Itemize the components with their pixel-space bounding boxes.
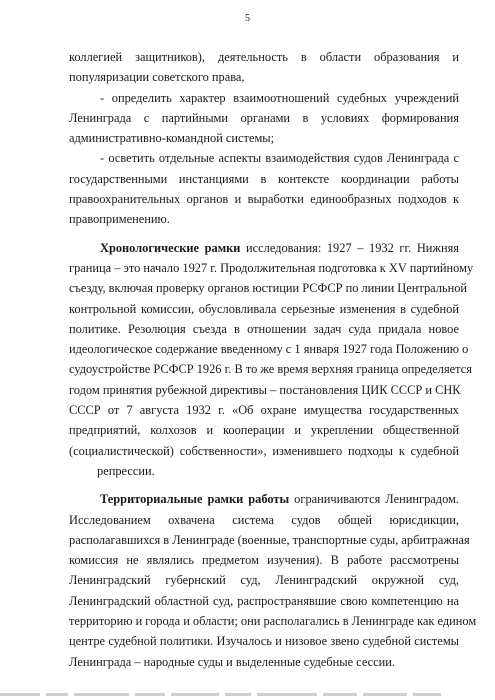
terr-line: Исследованием охвачена система судов общей юрисдикции, [69, 512, 459, 527]
chrono-line: граница – это начало 1927 г. Продолжительная подготовка к XV партийному [69, 260, 474, 275]
chrono-line: СССР от 7 августа 1932 г. «Об охране имущества государственных [69, 403, 459, 418]
chrono-line: предприятий, колхозов и кооперации и укреплении общественной [69, 423, 459, 438]
paragraph-gap [69, 481, 459, 489]
text-line: популяризации советского права, [69, 70, 245, 85]
text-line: Ленинграда с партийными органами в условиях формирования [69, 110, 459, 125]
text-line: - определить характер взаимоотношений судебных учреждений [100, 90, 459, 105]
terr-line: комиссия не являлись предметом изучения). В работе рассмотрены [69, 553, 459, 568]
chrono-last-line: репрессии. [97, 463, 155, 478]
chrono-line: (социалистической) собственности», изменившего подходы к судебной [69, 443, 459, 458]
text-line: - осветить отдельные аспекты взаимодействия судов Ленинграда с [100, 151, 459, 166]
chronological-scope-paragraph [69, 238, 474, 482]
terr-heading: Территориальные рамки работы [100, 492, 290, 507]
paragraph-gap [69, 230, 459, 238]
chrono-line: контрольной комиссии, обусловливала серьезные изменения в судебной [69, 301, 459, 316]
text-line: административно-командной системы; [69, 131, 275, 146]
text-line: коллегией защитников), деятельность в области образования и [69, 50, 459, 64]
text-line: государственными инстанциями в контексте координации работы [69, 171, 459, 186]
chrono-heading: Хронологические рамки [100, 240, 241, 255]
text-line: правоохранительных органов и выработки единообразных подходов к [69, 192, 459, 207]
objectives-block [69, 47, 459, 230]
scan-artifact-strip [0, 693, 495, 700]
page-number: 5 [245, 13, 250, 24]
terr-line: территорию и города и области; они располагались в Ленинграде как едином [69, 614, 477, 629]
chrono-line: съезду, включая проверку органов юстиции РСФСР по линии Центральной [69, 281, 468, 296]
chrono-first-rest: исследования: 1927 – 1932 гг. Нижняя [240, 240, 459, 255]
chrono-first-line [69, 238, 459, 258]
terr-last-line: Ленинграда – народные суды и выделенные судебные сессии. [69, 654, 395, 669]
territorial-scope-paragraph [69, 489, 477, 672]
terr-first-line [69, 489, 459, 509]
chrono-line: политике. Резолюция съезда в отношении задач суда придала новое [69, 321, 459, 336]
text-body [69, 47, 477, 672]
terr-line: Ленинградский областной суд, распространявшие свою компетенцию на [69, 593, 459, 608]
chrono-line: судоустройстве РСФСР 1926 г. В то же время верхняя граница определяется [69, 362, 472, 377]
terr-line: центре судебной политики. Изучалось и низовое звено судебной системы [69, 634, 459, 649]
chrono-line: идеологическое содержание введенному с 1 января 1927 года Положению о [69, 342, 469, 357]
chrono-line: годом принятия рубежной директивы – постановления ЦИК СССР и СНК [69, 382, 461, 397]
terr-first-rest: ограничиваются Ленинградом. [289, 492, 459, 507]
terr-line: располагавшихся в Ленинграде (военные, транспортные суды, арбитражная [69, 532, 470, 547]
terr-line: Ленинградский губернский суд, Ленинградский окружной суд, [69, 573, 459, 588]
chrono-lines [69, 258, 474, 461]
text-line: правоприменению. [69, 212, 170, 227]
terr-lines [69, 510, 477, 652]
